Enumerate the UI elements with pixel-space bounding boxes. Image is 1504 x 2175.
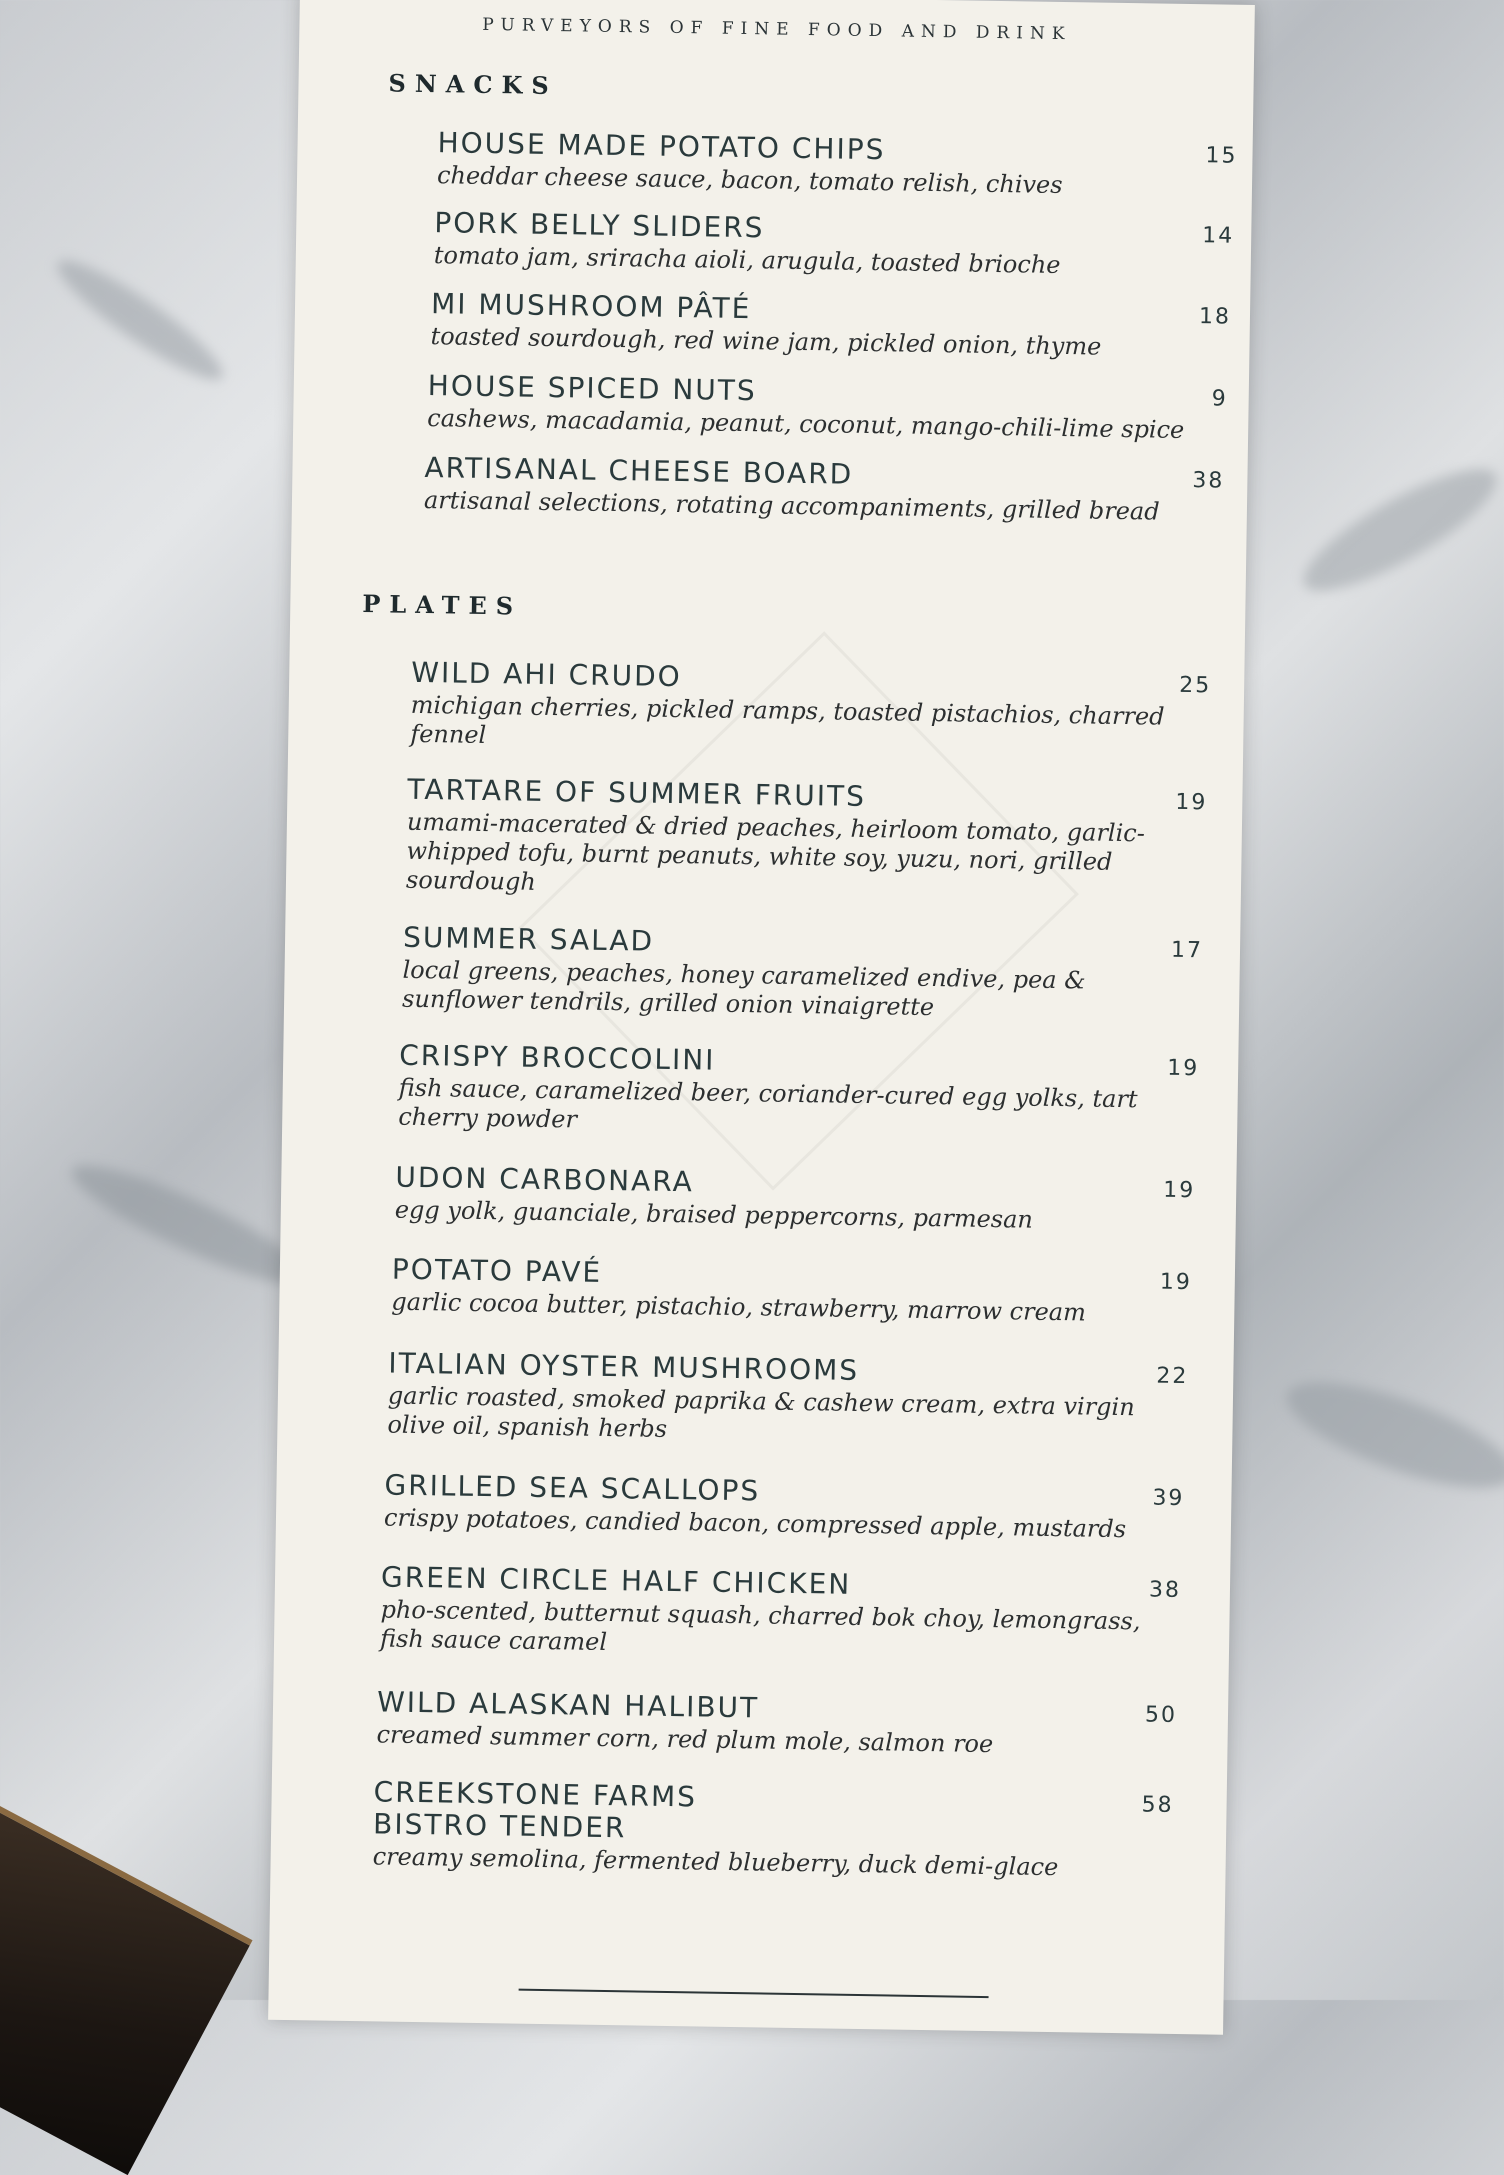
menu-item-description: michigan cherries, pickled ramps, toasted pistachios, charred fennel [410,690,1165,750]
menu-item [410,655,1212,761]
menu-item-description: cheddar cheese sauce, bacon, tomato relish, chives [436,161,1063,200]
menu-item [401,920,1204,1026]
menu-item-description: pho-scented, butternut squash, charred bok choy, lemongrass, fish sauce caramel [379,1595,1141,1657]
menu-item-description: garlic roasted, smoked paprika & cashew cream, extra virgin olive oil, spanish herbs [387,1381,1135,1443]
menu-item-name: GRILLED SEA SCALLOPS [384,1468,761,1508]
section-title-snacks: SNACKS [388,68,558,101]
menu-item-price: 9 [1211,386,1228,412]
tray-edge [0,1790,253,2175]
menu-item-description: garlic cocoa butter, pistachio, strawberry, marrow cream [391,1287,1087,1327]
menu-item-description: creamed summer corn, red plum mole, salmon roe [376,1720,994,1759]
section-title-plates: PLATES [362,589,523,621]
menu-item [405,772,1208,907]
menu-item [427,369,1228,445]
menu-item-price: 22 [1156,1363,1189,1390]
menu-item-description: tomato jam, sriracha aioli, arugula, toasted brioche [433,241,1061,279]
menu-item-description: artisanal selections, rotating accompaniments, grilled bread [423,486,1160,526]
menu-card [268,0,1255,2035]
menu-item-name: WILD ALASKAN HALIBUT [376,1685,760,1725]
menu-item-description: fish sauce, caramelized beer, coriander-cured egg yolks, tart cherry powder [398,1073,1138,1134]
menu-item [391,1252,1193,1329]
menu-item [430,287,1232,363]
menu-item-description: umami-macerated & dried peaches, heirloom tomato, garlic-whipped tofu, burnt peanuts, white soy, yuzu, nori, grilled sourdough [405,807,1146,896]
menu-item [433,206,1235,282]
menu-item-price: 38 [1148,1577,1182,1604]
menu-item [398,1038,1200,1144]
menu-item-name: UDON CARBONARA [395,1160,695,1199]
menu-item [394,1160,1196,1237]
menu-item-price: 50 [1144,1702,1178,1728]
menu-item-price: 39 [1152,1485,1185,1512]
menu-item-price: 25 [1178,672,1212,699]
menu-item-name: MI MUSHROOM PÂTÉ [430,287,752,326]
menu-item [387,1346,1189,1452]
menu-item-description: egg yolk, guanciale, braised peppercorns, parmesan [394,1195,1034,1234]
menu-item-name: ITALIAN OYSTER MUSHROOMS [388,1346,860,1387]
menu-item-price: 19 [1159,1269,1193,1296]
menu-item-name: CRISPY BROCCOLINI [399,1038,716,1077]
menu-item [383,1468,1185,1545]
menu-item-name: HOUSE MADE POTATO CHIPS [437,126,886,167]
menu-item-name: PORK BELLY SLIDERS [434,206,765,245]
menu-item-name: GREEN CIRCLE HALF CHICKEN [380,1560,852,1601]
menu-item-description: creamy semolina, fermented blueberry, duck demi-glace [372,1842,1059,1882]
menu-item [423,451,1225,527]
menu-item [376,1685,1178,1761]
menu-item-name: CREEKSTONE FARMS BISTRO TENDER [372,1775,698,1845]
menu-item-name: WILD AHI CRUDO [411,655,683,694]
menu-item-name: SUMMER SALAD [402,920,655,958]
menu-item-price: 17 [1170,937,1204,964]
menu-item-description: toasted sourdough, red wine jam, pickled onion, thyme [430,322,1102,361]
footer-divider [519,1989,989,1998]
menu-item [436,126,1238,202]
menu-item-name: HOUSE SPICED NUTS [427,369,757,408]
menu-item-description: crispy potatoes, candied bacon, compressed apple, mustards [383,1503,1127,1544]
menu-item [372,1775,1174,1883]
menu-item-name: ARTISANAL CHEESE BOARD [424,451,854,491]
menu-item-price: 15 [1205,143,1238,169]
menu-item-price: 19 [1175,789,1208,816]
menu-item-description: cashews, macadamia, peanut, coconut, mango-chili-lime spice [427,404,1185,444]
menu-item-name: POTATO PAVÉ [391,1252,603,1289]
menu-item-name: TARTARE OF SUMMER FRUITS [407,772,867,813]
menu-item-price: 38 [1192,468,1225,494]
menu-item-price: 18 [1198,304,1232,330]
menu-item [379,1560,1182,1665]
menu-item-description: local greens, peaches, honey caramelized endive, pea & sunflower tendrils, grilled onion vinaigrette [401,955,1086,1022]
menu-item-price: 58 [1141,1792,1174,1818]
menu-item-price: 19 [1166,1055,1200,1082]
menu-item-price: 14 [1202,223,1235,249]
menu-tagline: PURVEYORS OF FINE FOOD AND DRINK [482,14,1072,45]
menu-item-price: 19 [1163,1177,1196,1204]
